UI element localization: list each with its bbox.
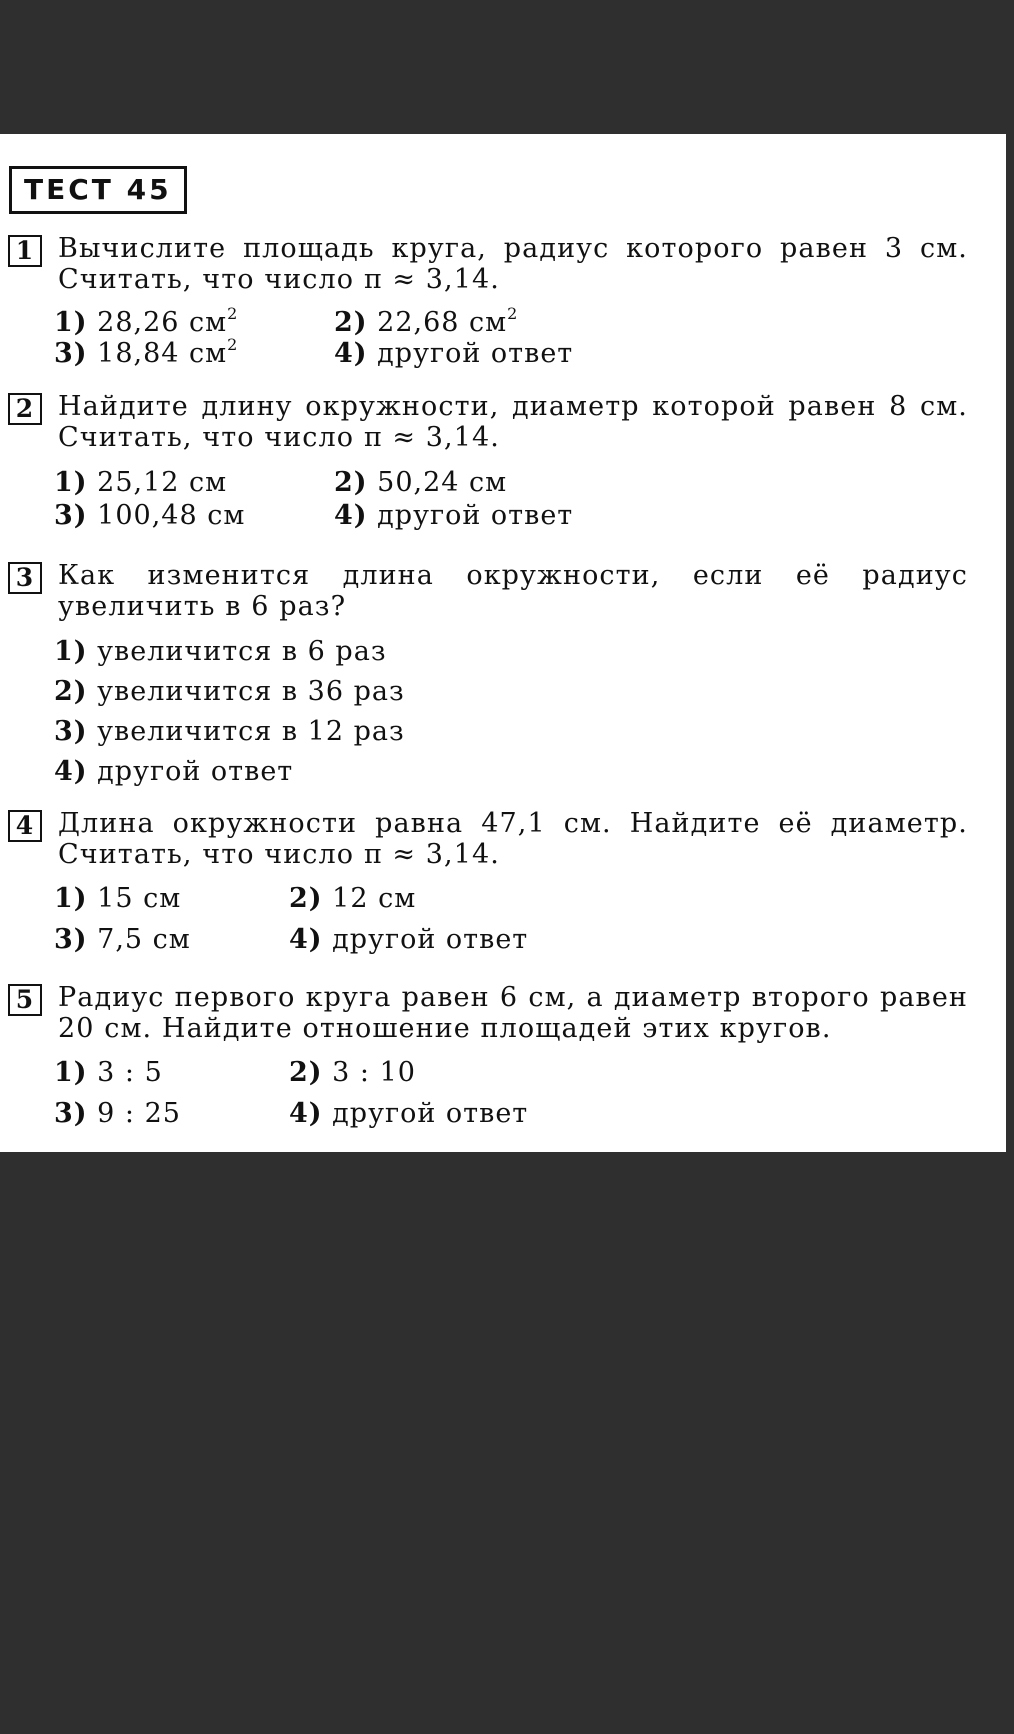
question-number: 5 [8, 984, 42, 1016]
answer-option-4[interactable]: 4) другой ответ [334, 500, 574, 531]
answer-option-2[interactable]: 2) 3 : 10 [289, 1057, 416, 1088]
answer-option-1[interactable]: 1) 15 см [54, 883, 182, 914]
test-title: ТЕСТ 45 [9, 166, 187, 214]
answer-option-1[interactable]: 1) 28,26 $см^2$ [54, 304, 239, 338]
question-text: Найдите длину окружности, диаметр которой равен 8 см. Считать, что число π ≈ 3,14. [58, 391, 968, 453]
question-1 [8, 233, 968, 369]
question-number: 3 [8, 562, 42, 594]
answer-option-2[interactable]: 2) 22,68 $см^2$ [334, 304, 519, 338]
answer-option-1[interactable]: 1) 25,12 см [54, 467, 228, 498]
answer-option-2[interactable]: 2) увеличится в 36 раз [54, 676, 405, 707]
question-5 [8, 982, 968, 1134]
question-3 [8, 560, 968, 792]
answer-option-3[interactable]: 3) 9 : 25 [54, 1098, 181, 1129]
question-header [8, 982, 968, 1044]
answer-option-4[interactable]: 4) другой ответ [289, 924, 529, 955]
question-header [8, 560, 968, 622]
answer-option-1[interactable]: 1) 3 : 5 [54, 1057, 163, 1088]
answer-options [8, 466, 968, 532]
answer-option-3[interactable]: 3) 18,84 $см^2$ [54, 335, 239, 369]
answer-options [8, 878, 968, 960]
answer-options [8, 1052, 968, 1134]
answer-option-4[interactable]: 4) другой ответ [334, 338, 574, 369]
test-sheet [0, 134, 1006, 1152]
answer-option-4[interactable]: 4) другой ответ [289, 1098, 529, 1129]
answer-option-3[interactable]: 3) 7,5 см [54, 924, 191, 955]
question-header [8, 391, 968, 453]
question-text: Длина окружности равна 47,1 см. Найдите её диаметр. Считать, что число π ≈ 3,14. [58, 808, 968, 870]
question-text: Вычислите площадь круга, радиус которого равен 3 см. Считать, что число π ≈ 3,14. [58, 233, 968, 295]
answer-option-1[interactable]: 1) увеличится в 6 раз [54, 636, 387, 667]
answer-option-4[interactable]: 4) другой ответ [54, 756, 294, 787]
question-2 [8, 391, 968, 532]
question-number: 2 [8, 393, 42, 425]
question-number: 1 [8, 235, 42, 267]
answer-options [8, 632, 968, 792]
question-text: Как изменится длина окружности, если её радиус увеличить в 6 раз? [58, 560, 968, 622]
answer-option-2[interactable]: 2) 50,24 см [334, 467, 508, 498]
question-header [8, 233, 968, 295]
answer-option-3[interactable]: 3) 100,48 см [54, 500, 246, 531]
question-header [8, 808, 968, 870]
answer-option-2[interactable]: 2) 12 см [289, 883, 417, 914]
question-4 [8, 808, 968, 960]
answer-options [8, 304, 968, 369]
question-number: 4 [8, 810, 42, 842]
answer-option-3[interactable]: 3) увеличится в 12 раз [54, 716, 405, 747]
question-text: Радиус первого круга равен 6 см, а диаметр второго равен 20 см. Найдите отношение площадей этих кругов. [58, 982, 968, 1044]
